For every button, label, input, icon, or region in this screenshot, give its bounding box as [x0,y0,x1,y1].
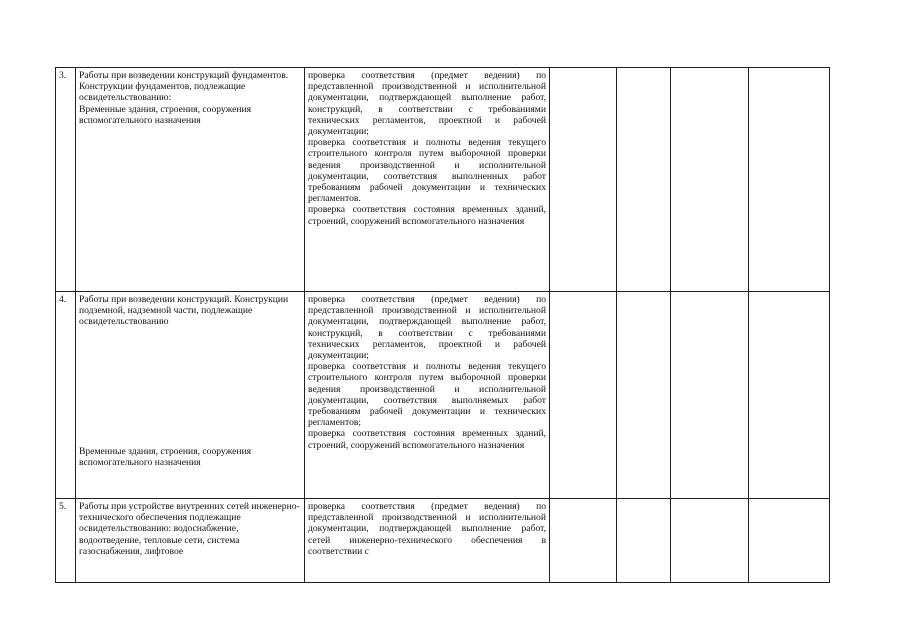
empty-cell [671,292,749,499]
check-text: проверка соответствия (предмет ведения) по представленной производственной и исполнительной документации, подтверждающей выполнение работ, сетей инженерно-технического обеспечения в соответствии с [308,501,546,557]
empty-cell [550,499,617,583]
work-text: Временные здания, строения, сооружения вспомогательного назначения [79,103,252,126]
table-row [56,68,830,292]
table-row [56,292,830,499]
empty-cell [617,292,671,499]
check-description-cell [305,68,550,292]
empty-cell [550,292,617,499]
row-number: 5. [56,499,76,583]
table-row [56,499,830,583]
work-text: Работы при возведении конструкций. Конструкции подземной, надземной части, подлежащие освидетельствованию [79,294,289,328]
check-description-cell [305,499,550,583]
empty-cell [749,499,830,583]
row-number: 3. [56,68,76,292]
check-text: проверка соответствия состояния временных зданий, строений, сооружений вспомогательного назначения [308,204,546,227]
empty-cell [550,68,617,292]
empty-cell [749,68,830,292]
check-text: проверка соответствия и полноты ведения текущего строительного контроля путем выборочной проверки ведения производственной и исполнительной документации, соответствия выполненных работ требованиям рабочей документации и технических регламентов. [308,137,546,205]
work-description-cell [76,68,305,292]
check-description-cell [305,292,550,499]
empty-cell [749,292,830,499]
check-text: проверка соответствия (предмет ведения) по представленной производственной и исполнительной документации, подтверждающей выполнение работ, конструкций, в соответствии с требованиями технических регламентов, проектной и рабочей документации; [308,70,546,138]
work-text: Работы при устройстве внутренних сетей инженерно-технического обеспечения подлежащие освидетельствованию: водоснабжение, водоотведение, тепловые сети, система газоснабжения, лифтовое [79,501,300,557]
work-text: Работы при возведении конструкций фундаментов. Конструкции фундаментов, подлежащие освидетельствованию: [79,70,289,104]
empty-cell [617,68,671,292]
inspection-table [55,67,830,583]
empty-cell [617,499,671,583]
check-text: проверка соответствия состояния временных зданий, строений, сооружений вспомогательного назначения [308,428,546,451]
empty-cell [671,68,749,292]
work-text: Временные здания, строения, сооружения вспомогательного назначения [79,445,252,468]
check-text: проверка соответствия (предмет ведения) по представленной производственной и исполнительной документации, подтверждающей выполнение работ, конструкций, в соответствии с требованиями технических регламентов, проектной и рабочей документации; [308,294,546,362]
work-description-cell [76,499,305,583]
empty-cell [671,499,749,583]
row-number: 4. [56,292,76,499]
check-text: проверка соответствия и полноты ведения текущего строительного контроля путем выборочной проверки ведения производственной и исполнительной документации, соответствия выполняемых работ требованиям рабочей документации и технических регламентов; [308,361,546,429]
work-description-cell [76,292,305,499]
